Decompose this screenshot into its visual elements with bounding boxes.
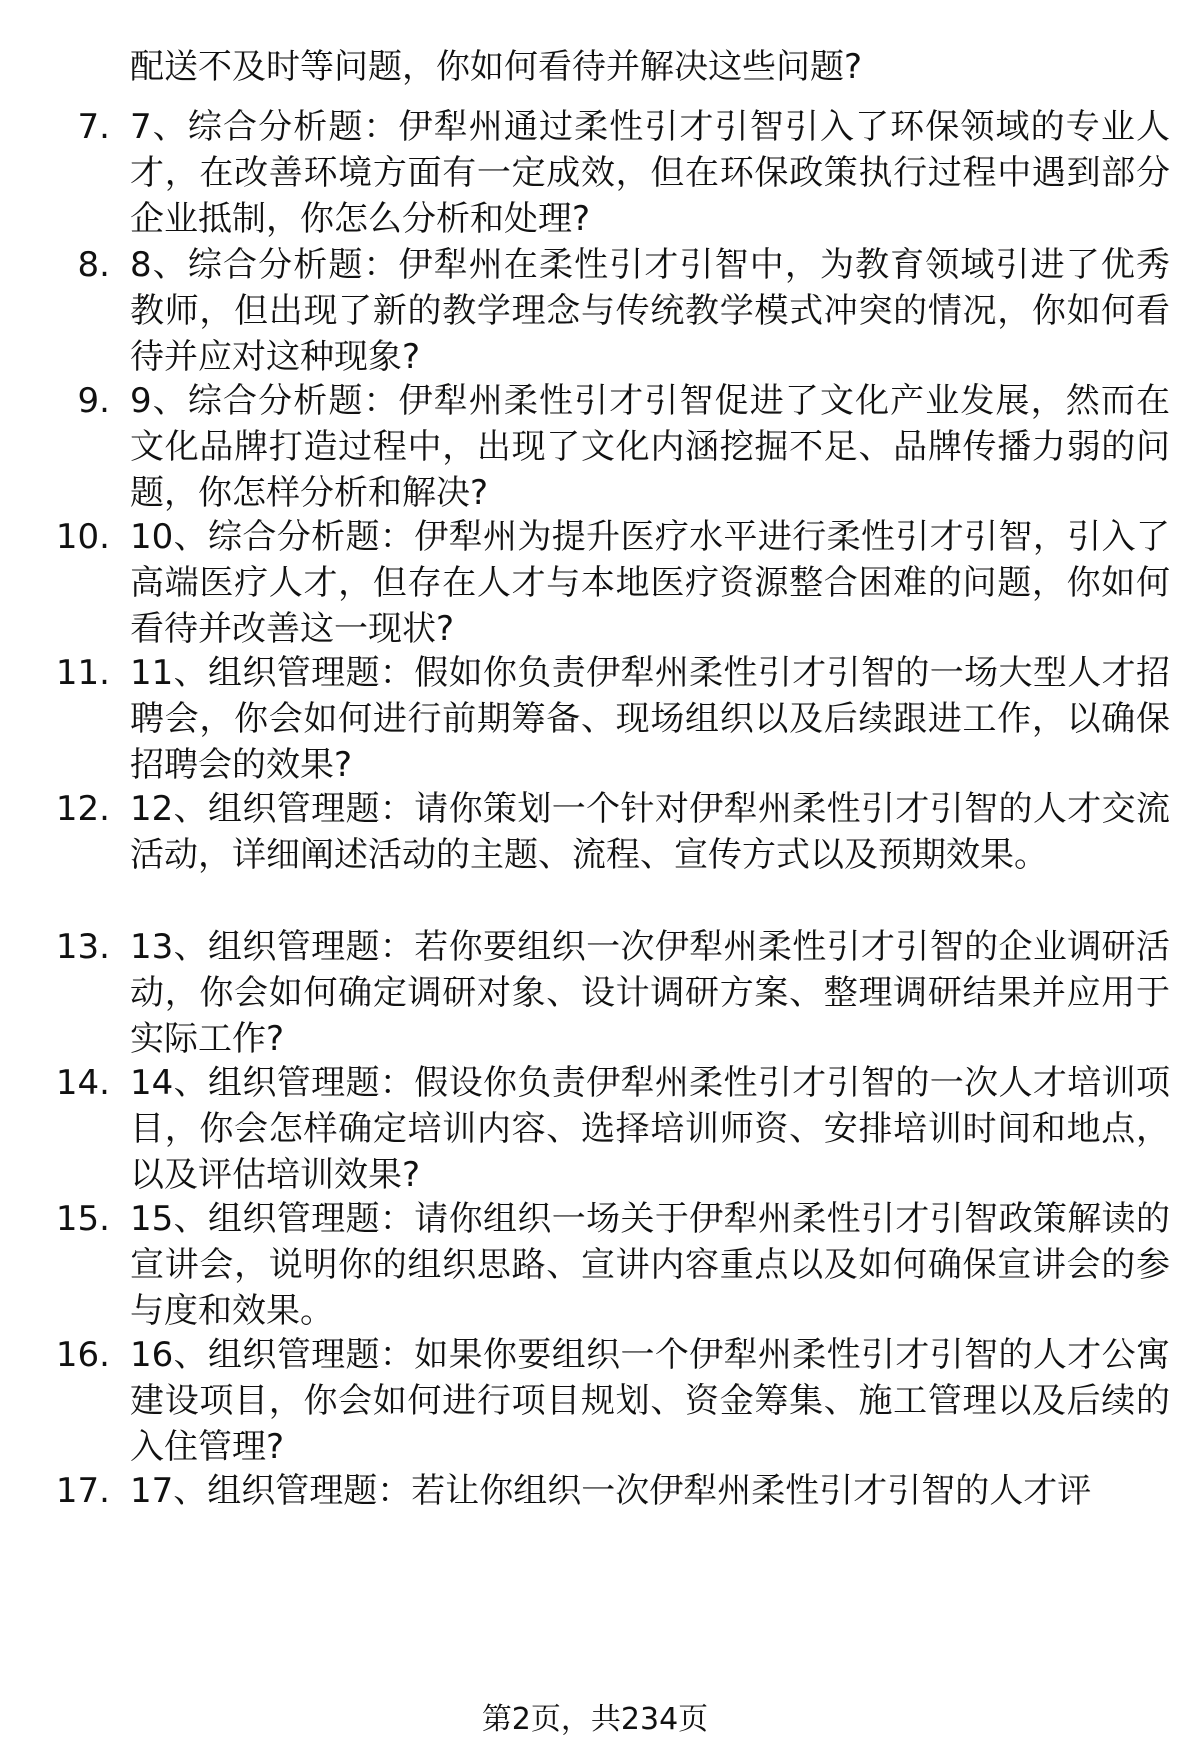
item-number: 16. <box>55 1335 110 1375</box>
page-footer: 第2页，共234页 <box>481 1702 709 1737</box>
item-text: 14、组织管理题：假设你负责伊犁州柔性引才引智的一次人才培训项目，你会怎样确定培训内容、选择培训师资、安排培训时间和地点，以及评估培训效果? <box>130 1063 1170 1195</box>
item-text: 7、综合分析题：伊犁州通过柔性引才引智引入了环保领域的专业人才，在改善环境方面有一定成效，但在环保政策执行过程中遇到部分企业抵制，你怎么分析和处理? <box>130 107 1170 239</box>
item-text: 9、综合分析题：伊犁州柔性引才引智促进了文化产业发展，然而在文化品牌打造过程中，出现了文化内涵挖掘不足、品牌传播力弱的问题，你怎样分析和解决? <box>130 381 1170 513</box>
item-number: 8. <box>77 245 110 285</box>
item-number: 10. <box>55 517 110 557</box>
continuation-text: 配送不及时等问题，你如何看待并解决这些问题? <box>130 47 863 87</box>
item-number: 7. <box>77 107 110 147</box>
item-number: 9. <box>77 381 110 421</box>
item-text: 11、组织管理题：假如你负责伊犁州柔性引才引智的一场大型人才招聘会，你会如何进行前期筹备、现场组织以及后续跟进工作，以确保招聘会的效果? <box>130 653 1170 785</box>
item-text: 17、组织管理题：若让你组织一次伊犁州柔性引才引智的人才评 <box>130 1471 1092 1511</box>
item-text: 15、组织管理题：请你组织一场关于伊犁州柔性引才引智政策解读的宣讲会，说明你的组织思路、宣讲内容重点以及如何确保宣讲会的参与度和效果。 <box>130 1199 1170 1331</box>
item-number: 11. <box>55 653 110 693</box>
item-text: 10、综合分析题：伊犁州为提升医疗水平进行柔性引才引智，引入了高端医疗人才，但存在人才与本地医疗资源整合困难的问题，你如何看待并改善这一现状? <box>130 517 1170 649</box>
item-text: 8、综合分析题：伊犁州在柔性引才引智中，为教育领域引进了优秀教师，但出现了新的教学理念与传统教学模式冲突的情况，你如何看待并应对这种现象? <box>130 245 1170 377</box>
item-number: 17. <box>55 1471 110 1511</box>
item-number: 14. <box>55 1063 110 1103</box>
item-text: 16、组织管理题：如果你要组织一个伊犁州柔性引才引智的人才公寓建设项目，你会如何进行项目规划、资金筹集、施工管理以及后续的入住管理? <box>130 1335 1170 1467</box>
item-number: 12. <box>55 789 110 829</box>
item-number: 15. <box>55 1199 110 1239</box>
item-text: 13、组织管理题：若你要组织一次伊犁州柔性引才引智的企业调研活动，你会如何确定调研对象、设计调研方案、整理调研结果并应用于实际工作? <box>130 927 1170 1059</box>
item-number: 13. <box>55 927 110 967</box>
item-text: 12、组织管理题：请你策划一个针对伊犁州柔性引才引智的人才交流活动，详细阐述活动的主题、流程、宣传方式以及预期效果。 <box>130 789 1170 875</box>
